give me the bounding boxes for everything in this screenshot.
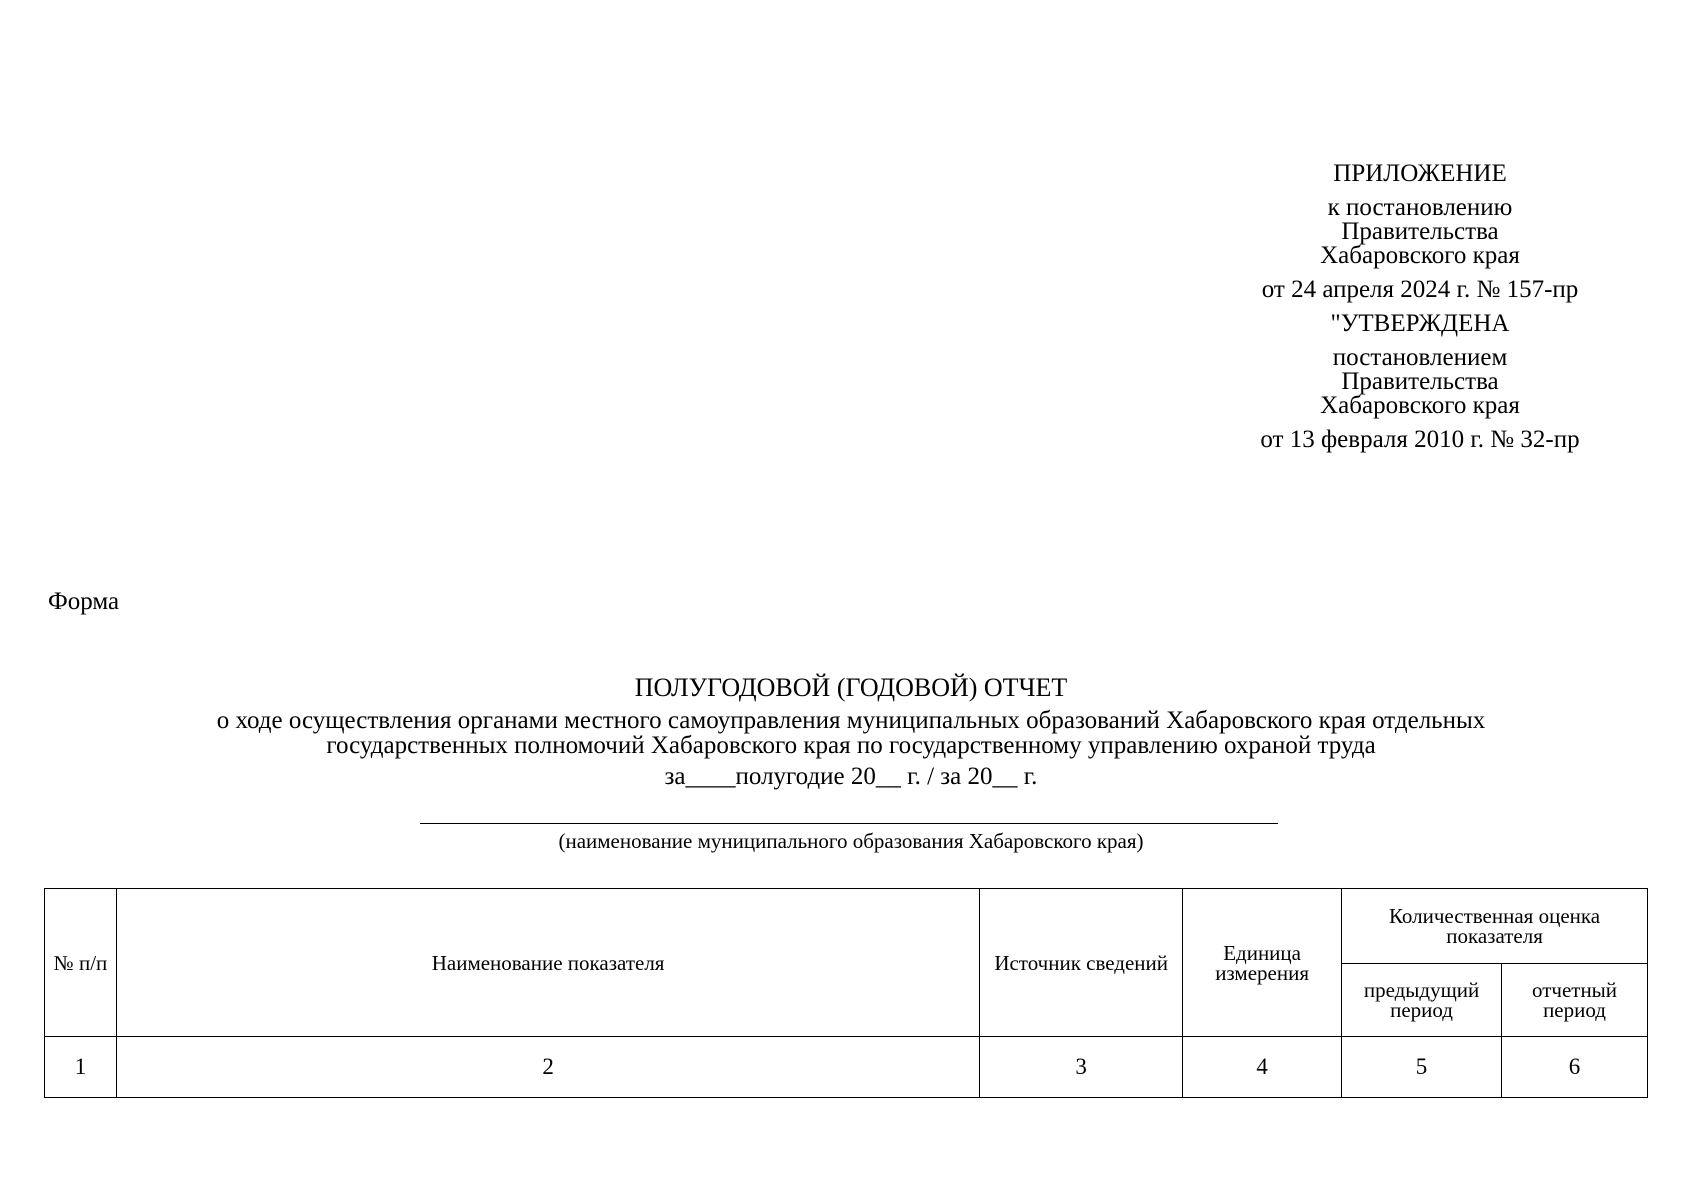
appendix-to: к постановлению xyxy=(1327,194,1513,221)
header-source: Источник сведений xyxy=(980,889,1183,1037)
header-previous-period: предыдущий период xyxy=(1342,964,1502,1037)
column-number-cell: 5 xyxy=(1342,1037,1502,1098)
header-current-period: отчетный период xyxy=(1502,964,1648,1037)
report-subtitle-line-1: о ходе осуществления органами местного самоуправления муниципальных образований Хабаровского края отдельных xyxy=(216,707,1486,734)
approved-gov: Правительства xyxy=(1341,368,1499,395)
report-title-block xyxy=(0,675,1702,789)
column-number-cell: 1 xyxy=(45,1037,117,1098)
appendix-date: от 24 апреля 2024 г. № 157-пр xyxy=(1261,276,1579,303)
header-quantitative: Количественная оценка показателя xyxy=(1342,889,1648,964)
appendix-region: Хабаровского края xyxy=(1320,242,1520,269)
appendix-gov: Правительства xyxy=(1341,218,1499,245)
column-number-cell: 2 xyxy=(116,1037,979,1098)
municipality-caption: (наименование муниципального образования Хабаровского края) xyxy=(558,829,1144,853)
table-header-row xyxy=(45,889,1648,964)
report-title: ПОЛУГОДОВОЙ (ГОДОВОЙ) ОТЧЕТ xyxy=(634,673,1068,702)
report-period: за____полугодие 20__ г. / за 20__ г. xyxy=(664,763,1038,790)
approved-date: от 13 февраля 2010 г. № 32-пр xyxy=(1260,426,1580,453)
table-row xyxy=(45,1037,1648,1098)
report-table xyxy=(44,888,1648,1098)
form-label: Форма xyxy=(48,588,120,615)
column-number-cell: 4 xyxy=(1183,1037,1342,1098)
column-number-cell: 6 xyxy=(1502,1037,1648,1098)
header-num: № п/п xyxy=(45,889,117,1037)
municipality-underline xyxy=(420,823,1278,824)
approved-by: постановлением xyxy=(1332,344,1508,371)
appendix-block xyxy=(1180,162,1660,452)
header-name: Наименование показателя xyxy=(116,889,979,1037)
approved-title: "УТВЕРЖДЕНА xyxy=(1330,310,1510,337)
appendix-title: ПРИЛОЖЕНИЕ xyxy=(1333,160,1507,187)
column-number-cell: 3 xyxy=(980,1037,1183,1098)
report-subtitle-line-2: государственных полномочий Хабаровского края по государственному управлению охраной труда xyxy=(326,732,1376,759)
header-unit: Единица измерения xyxy=(1183,889,1342,1037)
approved-region: Хабаровского края xyxy=(1320,392,1520,419)
